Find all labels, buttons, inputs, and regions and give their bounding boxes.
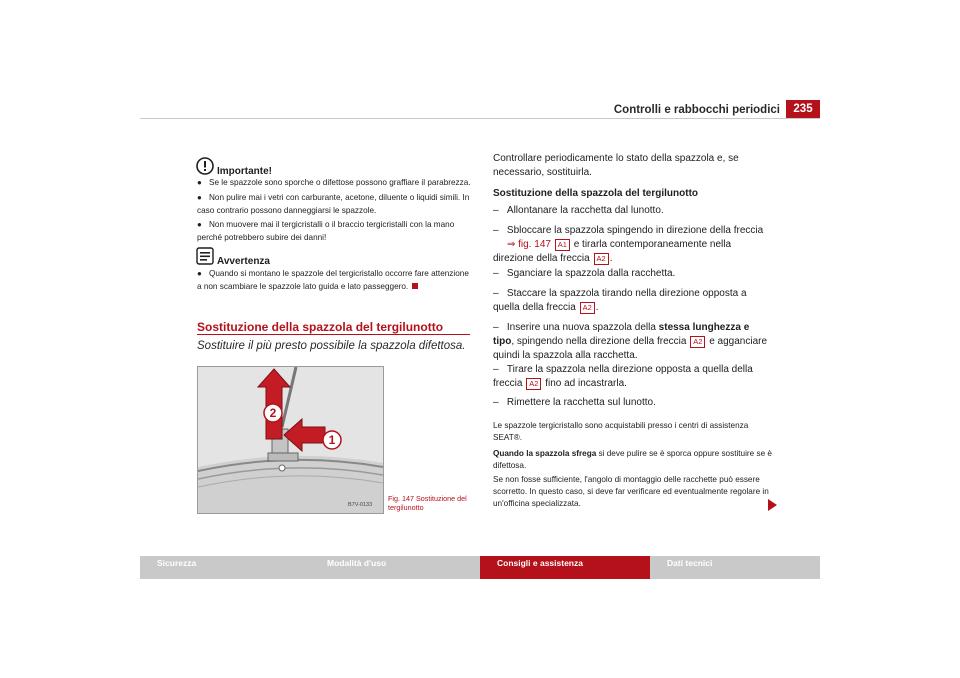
- note-icon: [196, 247, 214, 265]
- footnote-availability: Le spazzole tergicristallo sono acquistabili presso i centri di assistenza SEAT®.: [493, 421, 749, 442]
- bullet-icon: ●: [197, 193, 202, 202]
- important-item: ● Non muovere mai il tergicristalli o il braccio tergicristalli con la mano perché potrebbero subire dei danni!: [197, 220, 455, 242]
- step-item: – Rimettere la racchetta sul lunotto.: [493, 397, 656, 408]
- figure-caption: Fig. 147 Sostituzione del tergilunotto: [388, 494, 467, 512]
- bullet-icon: ●: [197, 178, 202, 187]
- footer-nav: [140, 556, 820, 579]
- next-page-arrow-icon: [768, 499, 777, 511]
- page-number: 235: [786, 100, 820, 118]
- footer-tab-modalita-uso[interactable]: Modalità d'uso: [310, 556, 480, 579]
- section-rule: [197, 334, 470, 335]
- header-rule: [140, 118, 820, 119]
- step-item: – Inserire una nuova spazzola della stessa lunghezza e tipo, spingendo nella direzione della freccia A2 e agganciare quindi la spazzola alla racchetta.: [493, 322, 768, 361]
- step-item: – Tirare la spazzola nella direzione opposta a quella della freccia A2 fino ad incastrarla.: [493, 364, 753, 389]
- footer-tab-sicurezza[interactable]: Sicurezza: [140, 556, 310, 579]
- arrow-key-badge: A2: [594, 253, 609, 265]
- running-header-title: Controlli e rabbocchi periodici: [613, 104, 780, 116]
- footer-tab-dati-tecnici[interactable]: Dati tecnici: [650, 556, 820, 579]
- section-title: Sostituzione della spazzola del tergilunotto: [197, 320, 444, 334]
- intro-paragraph: Controllare periodicamente lo stato della spazzola e, se necessario, sostituirla.: [493, 153, 739, 178]
- advice-title: Avvertenza: [217, 256, 270, 267]
- step-item: – Sbloccare la spazzola spingendo in direzione della freccia ⇒ fig. 147 A1 e tirarla contemporaneamente nella direzione della freccia A2 .: [493, 225, 764, 264]
- section-subtitle: Sostituire il più presto possibile la spazzola difettosa.: [197, 340, 466, 352]
- important-item: ● Non pulire mai i vetri con carburante, acetone, diluente o liquidi simili. In caso contrario possono danneggiarsi le spazzole.: [197, 193, 470, 215]
- footnote-angle: Se non fosse sufficiente, l'angolo di montaggio delle racchette può essere scorretto. In questo caso, si deve far verificare ed eventualmente regolare in un'officina specializzata.: [493, 475, 769, 508]
- step-item: – Sganciare la spazzola dalla racchetta.: [493, 268, 676, 279]
- footnote-smearing: Quando la spazzola sfrega si deve pulire se è sporca oppure sostituire se è difettosa.: [493, 449, 772, 470]
- figure-link[interactable]: ⇒ fig. 147: [507, 239, 551, 250]
- bullet-icon: ●: [197, 220, 202, 229]
- arrow-key-badge: A2: [690, 336, 705, 348]
- advice-item: ● Quando si montano le spazzole del tergicristallo occorre fare attenzione a non scambiare le spazzole lato guida e lato passeggero.: [197, 269, 469, 291]
- figure-rear-wiper: [197, 366, 384, 514]
- arrow-key-badge: A1: [555, 239, 570, 251]
- important-item: ● Se le spazzole sono sporche o difettose possono graffiare il parabrezza.: [197, 177, 472, 190]
- procedure-heading: Sostituzione della spazzola del tergilunotto: [493, 188, 699, 199]
- callout-2-label: 2: [269, 406, 277, 420]
- arrow-key-badge: A2: [580, 302, 595, 314]
- step-item: – Allontanare la racchetta dal lunotto.: [493, 205, 664, 216]
- bullet-icon: ●: [197, 269, 202, 278]
- figure-code: B7V-0133: [348, 502, 373, 508]
- callout-1-label: 1: [328, 433, 336, 447]
- step-item: – Staccare la spazzola tirando nella direzione opposta a quella della freccia A2 .: [493, 288, 747, 313]
- arrow-key-badge: A2: [526, 378, 541, 390]
- wiper-illustration: [198, 367, 383, 513]
- end-mark-icon: [412, 283, 418, 289]
- footer-tab-consigli-assistenza[interactable]: Consigli e assistenza: [480, 556, 650, 579]
- important-title: Importante!: [217, 166, 272, 177]
- warning-icon: [196, 157, 214, 175]
